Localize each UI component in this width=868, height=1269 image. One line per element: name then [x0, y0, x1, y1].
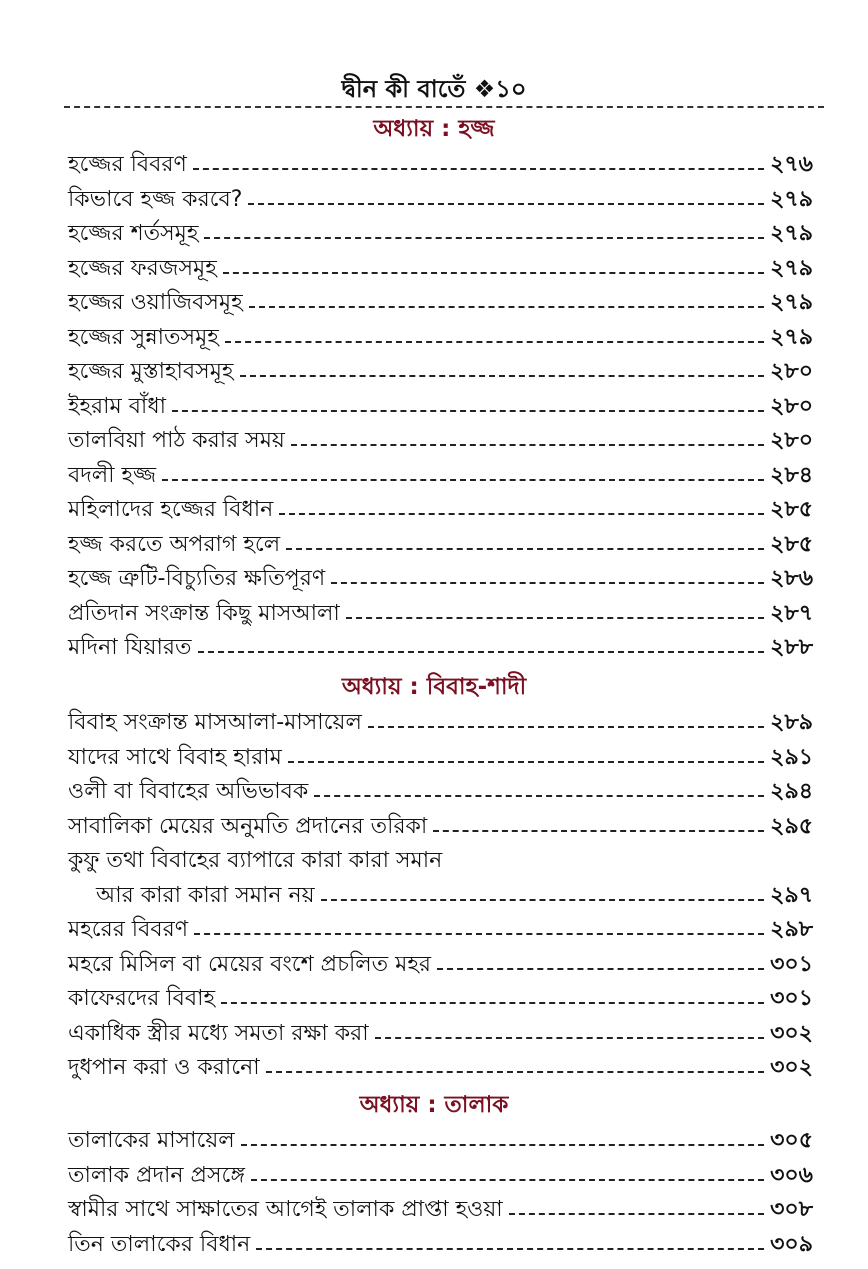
- toc-entry-title: হজ্জের ফরজসমূহ: [68, 256, 217, 281]
- dotted-leader: [346, 617, 764, 619]
- toc-entry-title: আর কারা কারা সমান নয়: [96, 883, 315, 908]
- toc-page-number: ২৮০: [770, 428, 813, 453]
- toc-page-number: ২৯৭: [770, 883, 813, 908]
- toc-page-number: ৩০১: [770, 986, 813, 1011]
- toc-page-number: ২৭৯: [770, 256, 813, 281]
- toc-page-number: ৩০৬: [770, 1163, 813, 1188]
- toc-entry-title: কাফেরদের বিবাহ: [68, 986, 216, 1011]
- toc-entry[interactable]: [68, 980, 813, 1014]
- dotted-leader: [375, 1037, 764, 1039]
- toc-entry-title: প্রতিদান সংক্রান্ত কিছু মাসআলা: [68, 601, 340, 626]
- toc-entry[interactable]: [68, 560, 813, 594]
- toc-page-number: ৩০৯: [770, 1232, 813, 1257]
- dotted-leader: [509, 1213, 764, 1215]
- chapter-heading: অধ্যায় : তালাক: [359, 1092, 509, 1118]
- toc-entry[interactable]: [68, 353, 813, 387]
- toc-entry[interactable]: [68, 146, 813, 180]
- dotted-leader: [221, 1002, 764, 1004]
- toc-entry[interactable]: [68, 457, 813, 491]
- chapter-heading: অধ্যায় : বিবাহ-শাদী: [341, 674, 527, 700]
- toc-entry[interactable]: [68, 842, 813, 876]
- toc-page-number: ২৮৮: [770, 635, 813, 660]
- toc-entry[interactable]: [68, 491, 813, 525]
- dotted-leader: [291, 444, 764, 446]
- toc-page-number: ২৮৬: [770, 566, 813, 591]
- toc-page-number: ২৭৯: [770, 290, 813, 315]
- toc-page-number: ২৮০: [770, 359, 813, 384]
- toc-entry[interactable]: [68, 704, 813, 738]
- dotted-leader: [433, 830, 764, 832]
- toc-entry-title: হজ্জের শর্তসমূহ: [68, 221, 199, 246]
- dotted-leader: [288, 761, 764, 763]
- toc-entry-title: তিন তালাকের বিধান: [68, 1232, 251, 1257]
- toc-page-number: ২৯৪: [770, 779, 813, 804]
- toc-entry-title: হজ্জের মুস্তাহাবসমূহ: [68, 359, 234, 384]
- toc-entry-title: দুধপান করা ও করানো: [68, 1055, 260, 1080]
- running-header: দ্বীন কী বাতেঁ ❖১০: [341, 75, 527, 103]
- dotted-leader: [368, 726, 764, 728]
- dotted-leader: [241, 1144, 764, 1146]
- toc-page-number: ২৯১: [770, 745, 813, 770]
- toc-entry[interactable]: [68, 629, 813, 663]
- toc-entry-title: মদিনা যিয়ারত: [68, 635, 192, 660]
- toc-page-number: ৩০২: [770, 1021, 813, 1046]
- dotted-leader: [256, 1248, 764, 1250]
- toc-entry-title: হজ্জের বিবরণ: [68, 152, 187, 177]
- dotted-leader: [198, 651, 765, 653]
- toc-entry-title: ওলী বা বিবাহের অভিভাবক: [68, 779, 309, 804]
- toc-entry[interactable]: [68, 946, 813, 980]
- dotted-leader: [193, 168, 764, 170]
- toc-page-number: ২৮৭: [770, 601, 813, 626]
- toc-entry[interactable]: [68, 808, 813, 842]
- toc-entry[interactable]: [68, 250, 813, 284]
- dotted-leader: [204, 237, 764, 239]
- toc-entry[interactable]: [68, 181, 813, 215]
- toc-entry-title: স্বামীর সাথে সাক্ষাতের আগেই তালাক প্রাপ্তা হওয়া: [68, 1197, 503, 1222]
- toc-page-number: ২৮৫: [770, 532, 813, 557]
- toc-entry-title: হজ্জে ত্রুটি-বিচ্যুতির ক্ষতিপূরণ: [68, 566, 326, 591]
- toc-entry[interactable]: [68, 1049, 813, 1083]
- dotted-leader: [321, 899, 765, 901]
- toc-entry[interactable]: [68, 215, 813, 249]
- toc-page-number: ৩০১: [770, 952, 813, 977]
- toc-entry-title: যাদের সাথে বিবাহ হারাম: [68, 745, 282, 770]
- dotted-leader: [194, 933, 764, 935]
- toc-page-number: ২৮০: [770, 394, 813, 419]
- toc-entry-title: হজ্জ করতে অপরাগ হলে: [68, 532, 281, 557]
- dotted-leader: [223, 272, 764, 274]
- toc-entry[interactable]: [68, 284, 813, 318]
- toc-entry[interactable]: [68, 877, 813, 911]
- header-divider: [64, 106, 824, 108]
- toc-entry-title: মহিলাদের হজ্জের বিধান: [68, 497, 274, 522]
- chapter-heading: অধ্যায় : হজ্জ: [373, 116, 495, 142]
- toc-entry-title: একাধিক স্ত্রীর মধ্যে সমতা রক্ষা করা: [68, 1021, 369, 1046]
- dotted-leader: [248, 203, 764, 205]
- toc-entry[interactable]: [68, 422, 813, 456]
- toc-page-number: ২৯৫: [770, 814, 813, 839]
- toc-entry-title: মহরে মিসিল বা মেয়ের বংশে প্রচলিত মহর: [68, 952, 432, 977]
- toc-entry[interactable]: [68, 911, 813, 945]
- toc-entry[interactable]: [68, 1122, 813, 1156]
- dotted-leader: [225, 341, 764, 343]
- dotted-leader: [331, 582, 764, 584]
- toc-entry-title: তালবিয়া পাঠ করার সময়: [68, 428, 285, 453]
- toc-entry-title: তালাক প্রদান প্রসঙ্গে: [68, 1163, 245, 1188]
- toc-entry-title: ইহরাম বাঁধা: [68, 394, 167, 419]
- toc-entry[interactable]: [68, 1226, 813, 1260]
- toc-page-number: ২৭৯: [770, 187, 813, 212]
- toc-page-number: ২৭৬: [770, 152, 813, 177]
- toc-entry-title: হজ্জের ওয়াজিবসমূহ: [68, 290, 243, 315]
- dotted-leader: [437, 968, 764, 970]
- dotted-leader: [279, 513, 764, 515]
- toc-page-number: ২৮৫: [770, 497, 813, 522]
- dotted-leader: [172, 410, 764, 412]
- toc-page-number: ২৮৯: [770, 710, 813, 735]
- toc-entry-title: তালাকের মাসায়েল: [68, 1128, 235, 1153]
- toc-page-number: ৩০৫: [770, 1128, 813, 1153]
- dotted-leader: [249, 306, 764, 308]
- toc-page-number: ২৭৯: [770, 325, 813, 350]
- toc-page-number: ২৮৪: [770, 463, 813, 488]
- dotted-leader: [314, 795, 764, 797]
- toc-entry-title: সাবালিকা মেয়ের অনুমতি প্রদানের তরিকা: [68, 814, 428, 839]
- toc-entry[interactable]: [68, 1015, 813, 1049]
- toc-entry[interactable]: [68, 1191, 813, 1225]
- toc-entry-title: কিভাবে হজ্জ করবে?: [68, 187, 243, 212]
- toc-page-number: ২৯৮: [770, 917, 813, 942]
- dotted-leader: [266, 1071, 764, 1073]
- toc-entry[interactable]: [68, 319, 813, 353]
- toc-entry-title: কুফু তথা বিবাহের ব্যাপারে কারা কারা সমান: [68, 848, 443, 873]
- toc-entry[interactable]: [68, 773, 813, 807]
- toc-page-number: ৩০২: [770, 1055, 813, 1080]
- toc-page-number: ২৭৯: [770, 221, 813, 246]
- toc-entry[interactable]: [68, 595, 813, 629]
- toc-entry[interactable]: [68, 388, 813, 422]
- dotted-leader: [251, 1179, 764, 1181]
- dotted-leader: [286, 548, 764, 550]
- toc-entry[interactable]: [68, 526, 813, 560]
- toc-entry[interactable]: [68, 1157, 813, 1191]
- dotted-leader: [240, 375, 765, 377]
- toc-entry-title: বদলী হজ্জ: [68, 463, 157, 488]
- toc-entry-title: মহরের বিবরণ: [68, 917, 188, 942]
- dotted-leader: [162, 479, 764, 481]
- toc-entry-title: বিবাহ সংক্রান্ত মাসআলা-মাসায়েল: [68, 710, 362, 735]
- toc-entry[interactable]: [68, 739, 813, 773]
- toc-page-number: ৩০৮: [770, 1197, 813, 1222]
- toc-entry-title: হজ্জের সুন্নাতসমূহ: [68, 325, 219, 350]
